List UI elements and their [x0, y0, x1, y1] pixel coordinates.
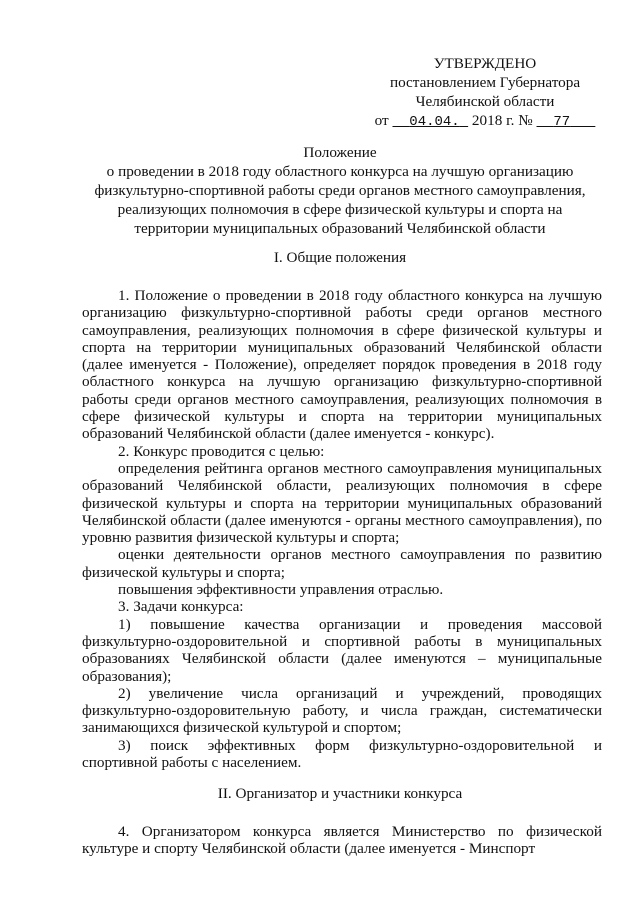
section-1-body — [82, 287, 602, 771]
approval-date-value: 04.04. — [409, 114, 460, 130]
approval-title: УТВЕРЖДЕНО — [433, 55, 537, 72]
paragraph-6: 3. Задачи конкурса: — [118, 598, 244, 616]
document-title — [80, 143, 600, 238]
paragraph-1: 1. Положение о проведении в 2018 году областного конкурса на лучшую организацию физкультурно-спортивной работы среди органов местного самоуправления, реализующих полномочия в сфере физической культуры и спорта на территории муниципальных образований Челябинской области (далее именуется - Положение), определяет порядок проведения в 2018 году областного конкурса на лучшую организацию физкультурно-спортивной работы среди органов местного самоуправления, реализующих полномочия в сфере физической культуры и спорта на территории муниципальных образований Челябинской области (далее именуется - конкурс). — [82, 287, 602, 443]
approval-number-value: 77 — [553, 114, 571, 130]
section-2-heading: II. Организатор и участники конкурса — [217, 785, 463, 802]
approval-prefix: от — [374, 112, 389, 129]
section-2-body — [82, 823, 602, 858]
approval-year: 2018 г. № — [471, 112, 533, 129]
paragraph-2: 2. Конкурс проводится с целью: — [118, 442, 325, 460]
paragraph-9: 3) поиск эффективных форм физкультурно-оздоровительной и спортивной работы с населением. — [82, 736, 602, 772]
section-1-heading: I. Общие положения — [273, 249, 407, 266]
paragraph-5: повышения эффективности управления отраслью. — [118, 581, 444, 599]
approval-line: постановлением Губернатора — [389, 74, 581, 91]
approval-region: Челябинской области — [415, 93, 555, 110]
approval-number — [537, 114, 596, 130]
title-line-4: реализующих полномочия в сфере физической культуры и спорта на — [117, 201, 563, 218]
paragraph-3: определения рейтинга органов местного самоуправления муниципальных образований Челябинской области, реализующих полномочия в сфере физической культуры и спорта на территории муниципальных образований Челябинской области (далее именуются - органы местного самоуправления), по уровню развития физической культуры и спорта; — [82, 459, 602, 547]
approval-date-line — [360, 111, 610, 132]
title-line-2: о проведении в 2018 году областного конкурса на лучшую организацию — [106, 163, 574, 180]
title-line-3: физкультурно-спортивной работы среди органов местного самоуправления, — [94, 182, 586, 199]
title-line-5: территории муниципальных образований Челябинской области — [134, 220, 546, 237]
paragraph-10: 4. Организатором конкурса является Министерство по физической культуре и спорту Челябинской области (далее именуется - Минспорт — [82, 823, 602, 858]
approval-stamp — [360, 54, 610, 132]
paragraph-8: 2) увеличение числа организаций и учреждений, проводящих физкультурно-оздоровительную работу, и числа граждан, систематически занимающихся физической культурой и спортом; — [82, 684, 602, 737]
approval-date — [392, 114, 468, 130]
paragraph-4: оценки деятельности органов местного самоуправления по развитию физической культуры и спорта; — [82, 546, 602, 581]
paragraph-7: 1) повышение качества организации и проведения массовой физкультурно-оздоровительной и спортивной работы в муниципальных образованиях Челябинской области (далее именуются – муниципальные образования); — [82, 615, 602, 685]
title-line-1: Положение — [303, 144, 377, 161]
